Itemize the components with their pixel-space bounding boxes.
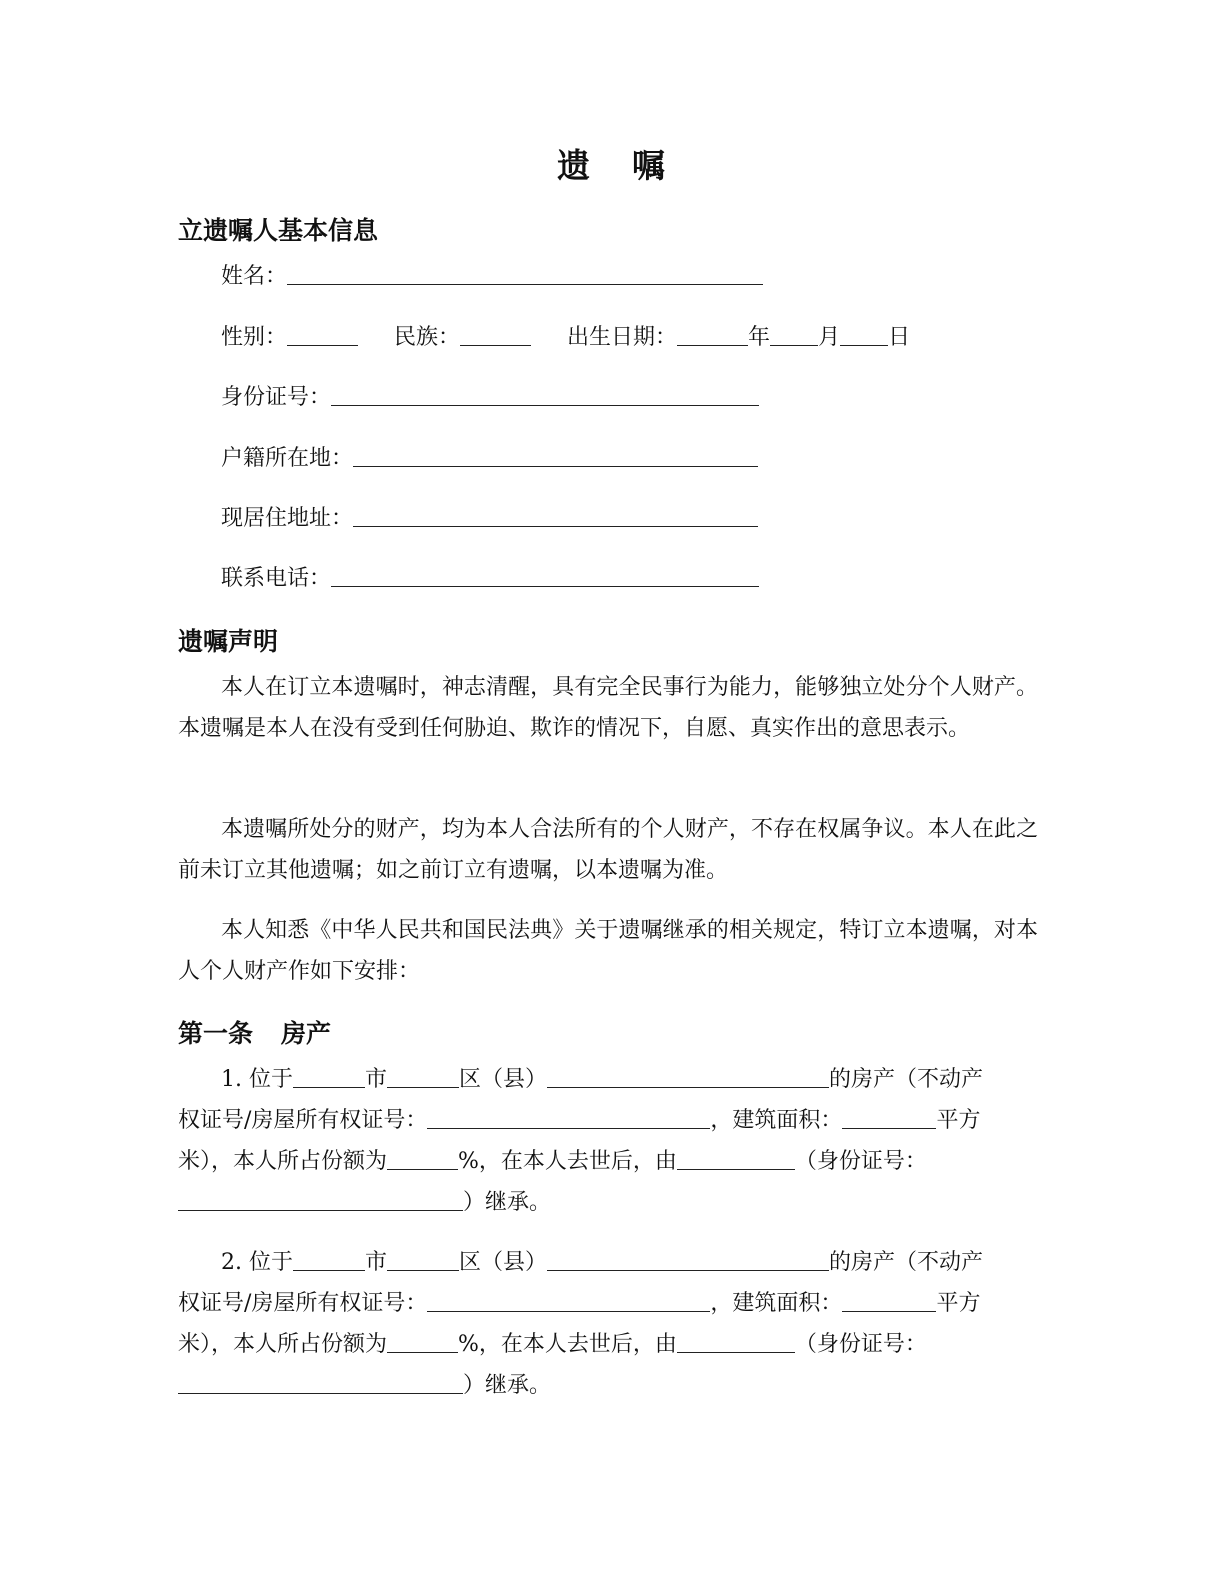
heir-id-blank[interactable] [178,1188,463,1211]
name-blank[interactable] [287,262,763,285]
item2-line2 [178,1289,980,1319]
item2-line3 [178,1330,927,1360]
field-address [221,504,758,534]
city-blank[interactable] [293,1248,365,1271]
share-label: 米），本人所占份额为 [178,1332,388,1357]
area-label: ，建筑面积： [710,1291,843,1316]
declaration-paragraph-2: 本遗嘱所处分的财产，均为本人合法所有的个人财产，不存在权属争议。本人在此之前未订立其他遗嘱；如之前订立有遗嘱，以本遗嘱为准。 [178,817,1038,883]
area-blank[interactable] [842,1106,936,1129]
birth-month-blank[interactable] [770,323,818,346]
declaration-paragraph-3: 本人知悉《中华人民共和国民法典》关于遗嘱继承的相关规定，特订立本遗嘱，对本人个人财产作如下安排： [178,918,1038,984]
district-blank[interactable] [387,1248,459,1271]
share-blank[interactable] [387,1330,458,1353]
heir-id-blank[interactable] [178,1371,463,1394]
location-blank[interactable] [547,1248,829,1271]
title-char-1: 遗 [557,146,592,185]
article-name: 房产 [281,1019,332,1048]
share-blank[interactable] [387,1147,458,1170]
title-char-2: 嘱 [632,146,667,185]
declaration-paragraph-1: 本人在订立本遗嘱时，神志清醒，具有完全民事行为能力，能够独立处分个人财产。本遗嘱是本人在没有受到任何胁迫、欺诈的情况下，自愿、真实作出的意思表示。 [178,675,1038,741]
section-declaration: 遗嘱声明 [178,627,279,656]
day-label: 日 [888,325,911,350]
household-label: 户籍所在地： [221,446,354,471]
article-number: 第一条 [178,1019,254,1048]
field-id-number [221,383,759,413]
address-label: 现居住地址： [221,506,354,531]
field-phone [221,564,759,594]
birth-date-label: 出生日期： [567,325,678,350]
field-name [221,262,763,292]
heir-blank[interactable] [677,1330,795,1353]
sqm-label: 平方 [936,1291,981,1316]
id-number-label: 身份证号： [221,385,332,410]
field-gender-ethnicity-birth [221,323,910,353]
month-label: 月 [818,325,841,350]
document-title [0,140,1224,187]
item1-line3 [178,1147,927,1177]
item1-line1 [221,1065,983,1095]
household-blank[interactable] [353,444,758,467]
year-label: 年 [748,325,771,350]
heir-id-label: （身份证号： [794,1149,927,1174]
located-label: 位于 [249,1250,294,1275]
section-basic-info: 立遗嘱人基本信息 [178,216,379,245]
id-number-blank[interactable] [331,383,759,406]
city-label: 市 [365,1067,388,1092]
gender-blank[interactable] [287,323,358,346]
item1-line2 [178,1106,980,1136]
item1-line4 [178,1188,551,1218]
cert-label: 权证号/房屋所有权证号： [178,1108,428,1133]
property-cert-label: 的房产（不动产 [829,1067,984,1092]
gender-label: 性别： [221,325,288,350]
item1-number: 1. [221,1067,242,1092]
birth-year-blank[interactable] [677,323,748,346]
inherit-label: ）继承。 [463,1373,552,1398]
district-label: 区（县） [459,1250,548,1275]
heir-id-label: （身份证号： [794,1332,927,1357]
inherit-label: ）继承。 [463,1190,552,1215]
item2-line4 [178,1371,551,1401]
heir-blank[interactable] [677,1147,795,1170]
sqm-label: 平方 [936,1108,981,1133]
cert-blank[interactable] [427,1289,710,1312]
city-label: 市 [365,1250,388,1275]
cert-blank[interactable] [427,1106,710,1129]
percent-label: %，在本人去世后，由 [458,1332,677,1357]
item2-number: 2. [221,1250,242,1275]
area-label: ，建筑面积： [710,1108,843,1133]
location-blank[interactable] [547,1065,829,1088]
city-blank[interactable] [293,1065,365,1088]
district-blank[interactable] [387,1065,459,1088]
birth-day-blank[interactable] [840,323,888,346]
area-blank[interactable] [842,1289,936,1312]
phone-blank[interactable] [331,564,759,587]
item2-line1 [221,1248,983,1278]
field-name-label: 姓名： [221,264,288,289]
district-label: 区（县） [459,1067,548,1092]
property-cert-label: 的房产（不动产 [829,1250,984,1275]
field-household [221,444,758,474]
located-label: 位于 [249,1067,294,1092]
ethnicity-blank[interactable] [460,323,531,346]
address-blank[interactable] [353,504,758,527]
cert-label: 权证号/房屋所有权证号： [178,1291,428,1316]
phone-label: 联系电话： [221,566,332,591]
section-article-1 [178,1019,331,1049]
percent-label: %，在本人去世后，由 [458,1149,677,1174]
ethnicity-label: 民族： [394,325,461,350]
share-label: 米），本人所占份额为 [178,1149,388,1174]
